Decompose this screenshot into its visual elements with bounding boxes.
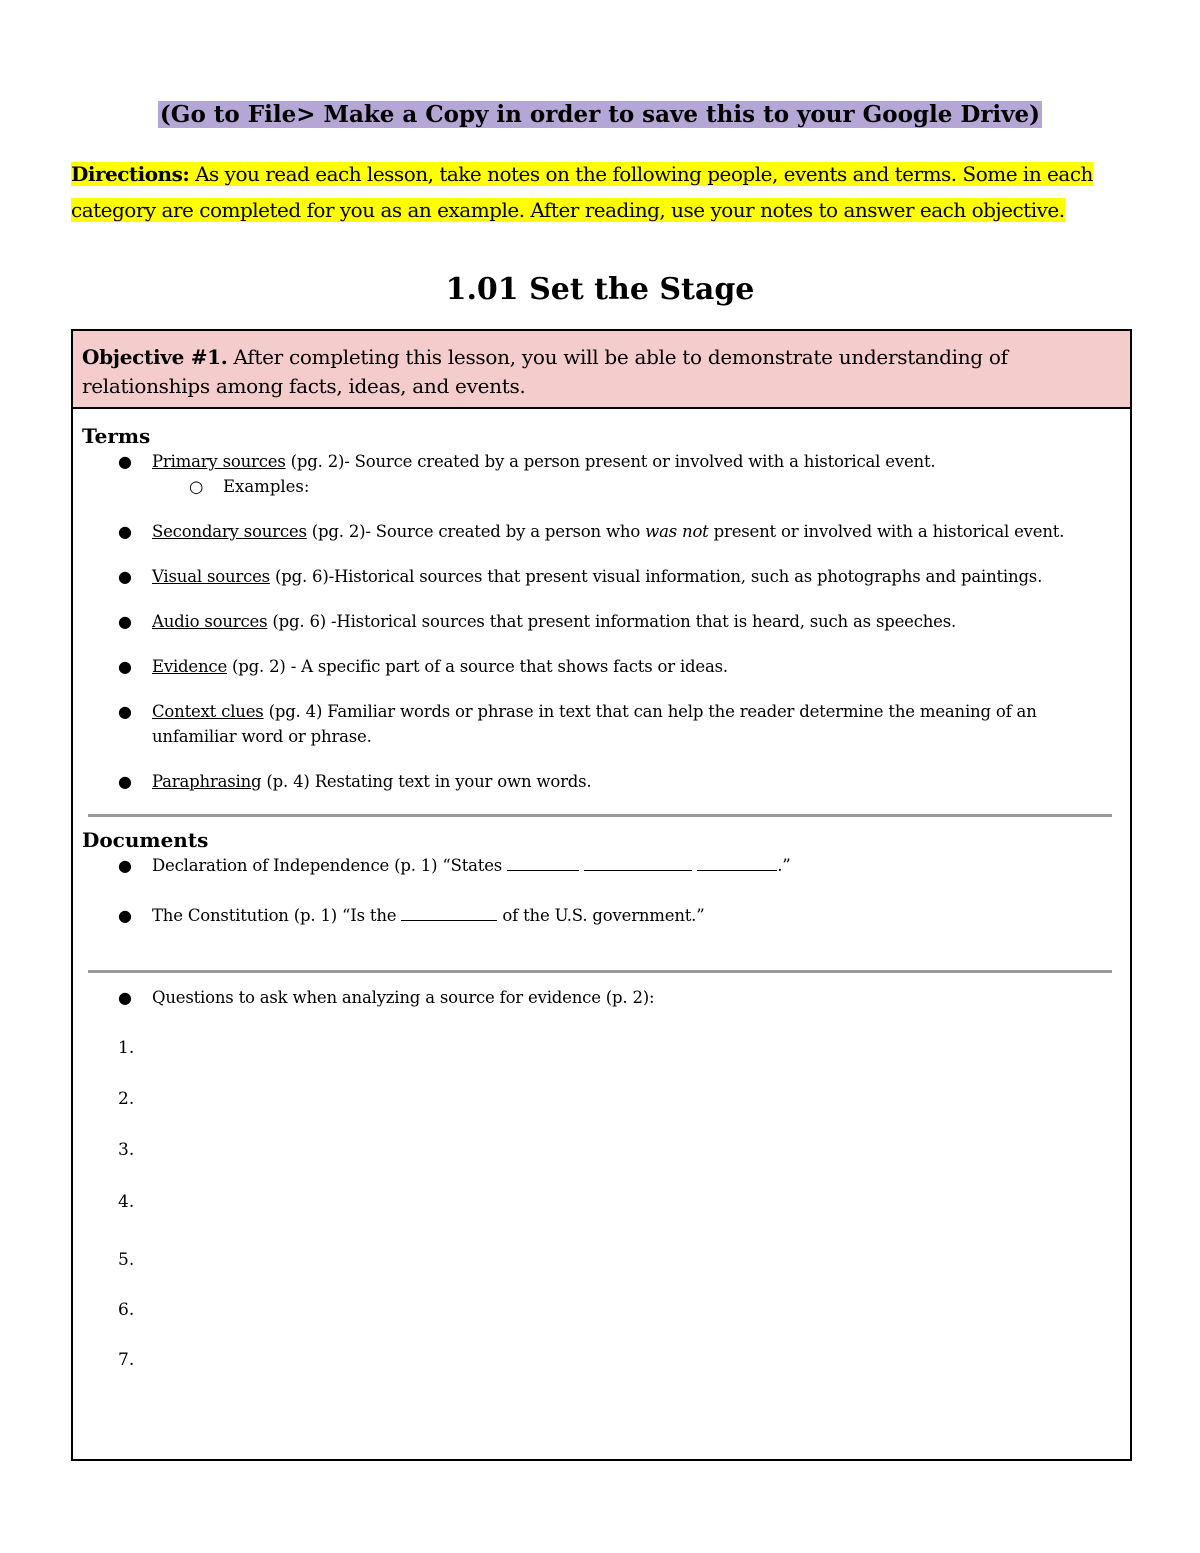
- question-number: 1.: [118, 1038, 135, 1058]
- question-number: 3.: [118, 1140, 135, 1160]
- copy-instruction-banner: [0, 100, 1200, 130]
- documents-list: [82, 853, 1118, 928]
- document-text-end: .”: [777, 856, 791, 875]
- term-name: Audio sources: [152, 612, 268, 631]
- terms-heading: Terms: [82, 424, 151, 448]
- term-item: [82, 609, 1118, 634]
- documents-heading: Documents: [82, 828, 209, 852]
- questions-prompt-text: Questions to ask when analyzing a source for evidence (p. 2):: [152, 988, 655, 1007]
- terms-list: [82, 449, 1118, 474]
- bullet-icon: ●: [118, 657, 132, 676]
- term-item: [82, 564, 1118, 589]
- term-item: [82, 449, 1118, 474]
- document-text: Declaration of Independence (p. 1) “States: [152, 856, 508, 875]
- term-description: (pg. 6) -Historical sources that present information that is heard, such as speeches.: [267, 612, 957, 631]
- document-text-end: of the U.S. government.”: [497, 906, 705, 925]
- question-number: 6.: [118, 1300, 135, 1320]
- banner-text: (Go to File> Make a Copy in order to save this to your Google Drive): [159, 101, 1041, 128]
- document-item: [82, 903, 1118, 928]
- page-title: 1.01 Set the Stage: [445, 272, 755, 307]
- question-number: 5.: [118, 1250, 135, 1270]
- term-item: [82, 654, 1118, 679]
- directions-paragraph: [71, 156, 1131, 228]
- question-number: 7.: [118, 1350, 135, 1370]
- term-name: Evidence: [152, 657, 228, 676]
- circle-bullet-icon: ○: [189, 477, 204, 496]
- question-number-list: [82, 1036, 1118, 1373]
- objective-header: [73, 331, 1130, 409]
- bullet-icon: ●: [118, 906, 132, 925]
- objective-box: [71, 329, 1132, 1461]
- sub-item-examples: [82, 474, 1118, 499]
- objective-label: Objective #1.: [82, 345, 228, 369]
- directions-label: Directions:: [71, 162, 190, 186]
- bullet-icon: ●: [118, 522, 132, 541]
- term-description: present or involved with a historical event.: [708, 522, 1065, 541]
- term-description: (p. 4) Restating text in your own words.: [261, 772, 592, 791]
- bullet-icon: ●: [118, 452, 132, 471]
- term-description: (pg. 6)-Historical sources that present visual information, such as photographs and paintings.: [269, 567, 1043, 586]
- term-name: Visual sources: [152, 567, 270, 586]
- term-description: (pg. 2) - A specific part of a source that shows facts or ideas.: [227, 657, 728, 676]
- term-description: (pg. 2)- Source created by a person present or involved with a historical event.: [285, 452, 936, 471]
- question-number: 4.: [118, 1192, 135, 1212]
- bullet-icon: ●: [118, 612, 132, 631]
- document-item: [82, 853, 1118, 878]
- sub-item-text: Examples:: [223, 477, 310, 496]
- fill-in-blank: [507, 854, 579, 871]
- fill-in-blank: [584, 854, 692, 871]
- term-name: Paraphrasing: [152, 772, 262, 791]
- bullet-icon: ●: [118, 702, 132, 721]
- fill-in-blank: [697, 854, 777, 871]
- terms-list-continued: [82, 519, 1118, 794]
- question-number: 2.: [118, 1089, 135, 1109]
- term-description: (pg. 4) Familiar words or phrase in text that can help the reader determine the meaning of an unfamiliar word or phrase.: [152, 702, 1037, 746]
- term-description: (pg. 2)- Source created by a person who: [306, 522, 646, 541]
- term-item: [82, 519, 1118, 544]
- bullet-icon: ●: [118, 988, 132, 1007]
- term-name: Context clues: [152, 702, 264, 721]
- term-name: Secondary sources: [152, 522, 307, 541]
- term-name: Primary sources: [152, 452, 286, 471]
- notes-content: [73, 409, 1130, 1373]
- fill-in-blank: [401, 904, 497, 921]
- document-text: The Constitution (p. 1) “Is the: [152, 906, 402, 925]
- bullet-icon: ●: [118, 856, 132, 875]
- bullet-icon: ●: [118, 567, 132, 586]
- term-item: [82, 769, 1118, 794]
- questions-prompt: [82, 985, 1118, 1010]
- questions-list: [82, 985, 1118, 1010]
- term-description-emphasis: was not: [645, 522, 709, 541]
- term-item: [82, 699, 1118, 749]
- bullet-icon: ●: [118, 772, 132, 791]
- objective-text: After completing this lesson, you will be able to demonstrate understanding of relationships among facts, ideas, and events.: [82, 345, 1008, 398]
- directions-text: As you read each lesson, take notes on the following people, events and terms. Some in each category are completed for you as an example. After reading, use your notes to answer each objective.: [71, 162, 1093, 222]
